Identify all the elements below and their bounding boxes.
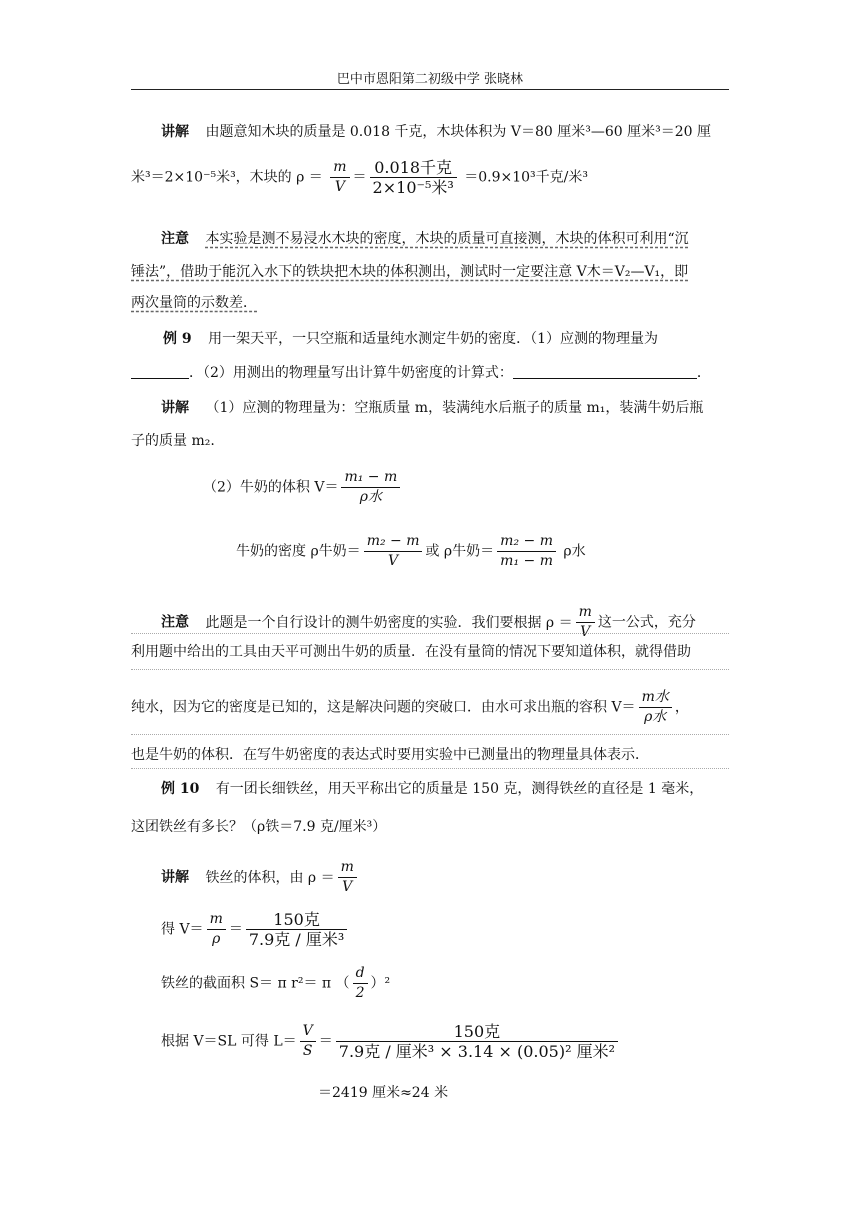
note-2-line-1 <box>161 603 696 642</box>
formula-text: ＝ <box>228 921 243 938</box>
dotted-rule <box>131 768 729 769</box>
fraction-m-over-v <box>576 603 595 642</box>
frac-den: ρ水 <box>359 489 382 505</box>
solution-text: （1）应测的物理量为：空瓶质量 m，装满纯水后瓶子的质量 m₁，装满牛奶后瓶 <box>205 400 704 416</box>
formula-text: 铁丝的截面积 S＝ π r²＝ π （ <box>161 975 350 992</box>
frac-den: V <box>334 179 345 195</box>
formula-text: ）² <box>370 975 391 992</box>
frac-den: m₁ − m <box>500 553 553 569</box>
frac-num: V <box>300 1022 316 1042</box>
frac-num: m <box>576 603 595 623</box>
note-2-line-4 <box>131 744 649 764</box>
solution-10-line-2 <box>161 910 350 949</box>
example-text: 这团铁丝有多长？（ρ铁＝7.9 克/厘米³） <box>131 819 387 835</box>
note-text: ， <box>674 699 689 716</box>
note-label: 注意 <box>161 231 189 247</box>
frac-num: 150克 <box>246 910 347 930</box>
note-1-line-1 <box>161 228 689 248</box>
solution-text: 子的质量 m₂. <box>131 433 215 449</box>
frac-den: V <box>342 879 353 895</box>
solution-label: 讲解 <box>161 400 189 416</box>
solution-label: 讲解 <box>161 869 189 886</box>
answer-blank <box>513 364 697 379</box>
note-2-line-2 <box>131 641 691 661</box>
solution-text: 铁丝的体积，由 ρ ＝ <box>205 869 335 886</box>
answer-blank <box>131 364 189 379</box>
frac-den: 7.9克 / 厘米³ × 3.14 × (0.05)² 厘米² <box>338 1042 616 1061</box>
formula-text: 或 ρ牛奶＝ <box>425 543 495 560</box>
note-text: 这一公式，充分 <box>597 614 696 631</box>
fraction-volume-value <box>246 910 347 949</box>
note-text: 也是牛奶的体积．在写牛奶密度的表达式时要用实验中已测量出的物理量具体表示． <box>131 747 649 763</box>
note-text: 锤法”，借助于能沉入水下的铁块把木块的体积测出，测试时一定要注意 V木＝V₂—V₁，即 <box>131 264 689 280</box>
note-1-line-2 <box>131 261 688 281</box>
frac-num: m₂ − m <box>364 532 423 552</box>
fraction-m-over-v <box>330 158 349 197</box>
frac-den: V <box>388 553 399 569</box>
frac-num: m水 <box>639 688 672 708</box>
note-text: 两次量筒的示数差． <box>131 295 257 311</box>
example-label: 例 10 <box>161 781 200 797</box>
frac-den: S <box>302 1043 313 1059</box>
solution-1-line-2: 米³＝2×10⁻⁵米³，木块的 ρ ＝ $\frac{m}{V}$ ＝ $\frac{\text{0.018千克}}{\text{2×10⁻⁵米³}}$ ＝0.9×10³千克/米³ <box>131 158 588 197</box>
formula-text: （2）牛奶的体积 V＝ <box>203 479 339 496</box>
fraction-mass-volume <box>370 158 457 197</box>
formula-text: 根据 V＝SL 可得 L＝ <box>161 1033 297 1050</box>
note-1-line-3 <box>131 292 257 312</box>
frac-num: m₂ − m <box>497 532 556 552</box>
solution-label: 讲解 <box>161 124 189 140</box>
note-2-line-3 <box>131 688 689 727</box>
frac-den: 7.9克 / 厘米³ <box>248 930 345 949</box>
formula-text: 牛奶的密度 ρ牛奶＝ <box>236 543 361 560</box>
dotted-rule <box>131 669 729 670</box>
frac-den: 2 <box>355 985 365 1001</box>
example-9-line-2 <box>131 362 711 382</box>
frac-num: 150克 <box>336 1022 618 1042</box>
header-rule <box>131 89 729 90</box>
dotted-rule <box>131 633 729 634</box>
note-text: 纯水，因为它的密度是已知的，这是解决问题的突破口．由水可求出瓶的容积 V＝ <box>131 699 636 716</box>
fraction-volume <box>341 468 400 507</box>
frac-num: m <box>338 858 357 878</box>
solution-1-line-1 <box>161 121 711 141</box>
fraction-m-over-v <box>338 858 357 897</box>
frac-den: ρ <box>212 931 221 947</box>
example-text: 用一架天平，一只空瓶和适量纯水测定牛奶的密度．（1）应测的物理量为 <box>208 331 658 347</box>
example-label: 例 9 <box>163 331 192 347</box>
frac-num: m <box>330 158 349 178</box>
fraction-d-over-2 <box>353 964 368 1003</box>
example-text: ． <box>696 365 711 381</box>
note-label: 注意 <box>161 614 189 631</box>
solution-text: 米³＝2×10⁻⁵米³，木块的 ρ ＝ <box>131 169 323 186</box>
milk-density-formula <box>236 532 586 571</box>
note-text: 本实验是测不易浸水木块的密度，木块的质量可直接测，木块的体积可利用“沉 <box>205 231 689 247</box>
solution-10-line-4 <box>161 1022 621 1061</box>
fraction-density-1 <box>364 532 423 571</box>
example-10-line-2 <box>131 816 386 836</box>
frac-num: m₁ − m <box>341 468 400 488</box>
page-header: 巴中市恩阳第二初级中学 张晓林 <box>336 72 524 87</box>
formula-text: ρ水 <box>563 543 586 560</box>
frac-den: ρ水 <box>644 709 667 725</box>
note-text: 利用题中给出的工具由天平可测出牛奶的质量．在没有量筒的情况下要知道体积，就得借助 <box>131 644 691 660</box>
dotted-rule <box>131 734 729 735</box>
note-text: 此题是一个自行设计的测牛奶密度的实验．我们要根据 ρ ＝ <box>205 614 573 631</box>
fraction-length-value <box>336 1022 618 1061</box>
frac-den: V <box>580 624 591 640</box>
solution-10-result <box>318 1082 448 1102</box>
fraction-water <box>639 688 672 727</box>
example-text: ．（2）用测出的物理量写出计算牛奶密度的计算式： <box>189 365 513 381</box>
frac-num: m <box>207 910 226 930</box>
solution-9-line-1 <box>161 397 703 417</box>
solution-result: ＝0.9×10³千克/米³ <box>464 169 588 186</box>
solution-10-line-1 <box>161 858 360 897</box>
solution-10-line-3 <box>161 964 390 1003</box>
frac-den: 2×10⁻⁵米³ <box>372 178 454 197</box>
solution-text: 由题意知木块的质量是 0.018 千克，木块体积为 V＝80 厘米³—60 厘米³＝20 厘 <box>205 124 712 140</box>
formula-text: ＝2419 厘米≈24 米 <box>318 1085 449 1101</box>
fraction-v-over-s <box>300 1022 316 1061</box>
fraction-m-over-rho <box>207 910 226 949</box>
example-10-line-1 <box>161 778 703 798</box>
solution-9-line-2 <box>131 430 215 450</box>
milk-volume-formula <box>203 468 403 507</box>
fraction-density-2 <box>497 532 556 571</box>
formula-text: 得 V＝ <box>161 921 204 938</box>
formula-text: ＝ <box>318 1033 333 1050</box>
example-9-line-1 <box>163 328 658 348</box>
example-text: 有一团长细铁丝，用天平称出它的质量是 150 克，测得铁丝的直径是 1 毫米， <box>215 781 704 797</box>
frac-num: d <box>353 964 368 984</box>
frac-num: 0.018千克 <box>370 158 457 178</box>
